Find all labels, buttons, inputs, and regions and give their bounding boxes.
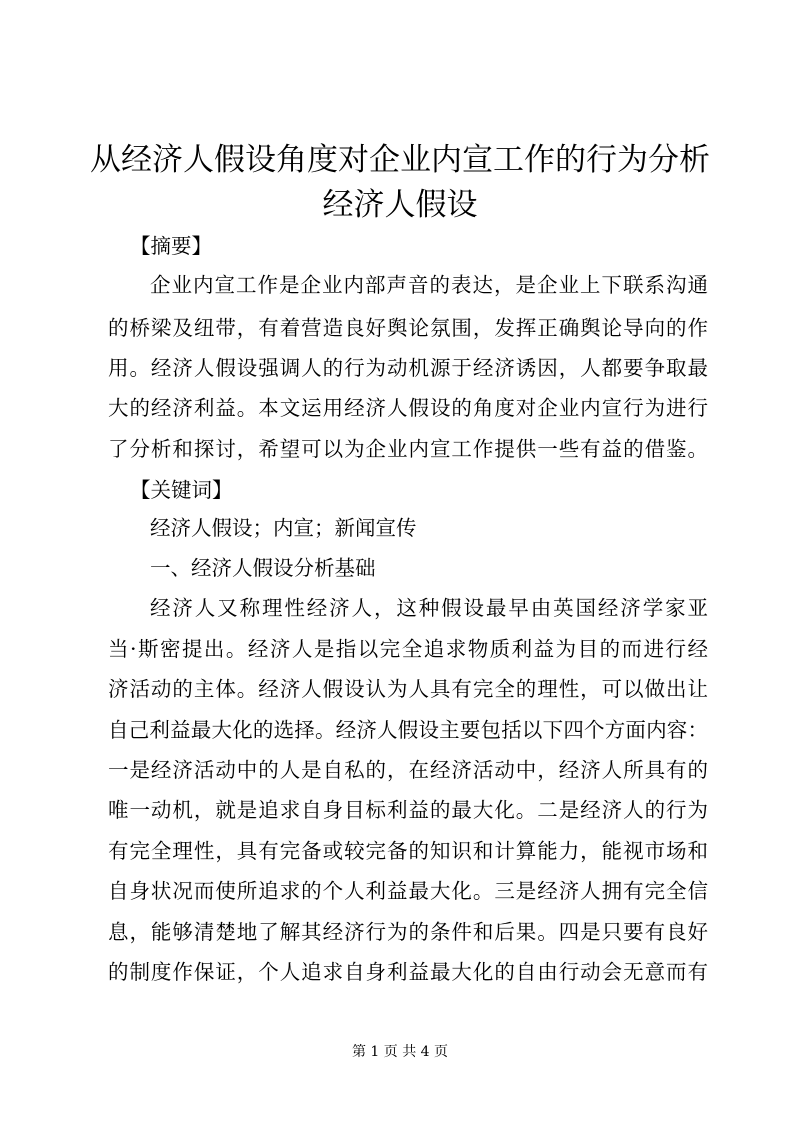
section-line: 济活动的主体。经济人假设认为人具有完全的理性，可以做出让 xyxy=(108,677,708,701)
section-line: 息，能够清楚地了解其经济行为的条件和后果。四是只要有良好 xyxy=(108,920,708,944)
abstract-line: 了分析和探讨，希望可以为企业内宣工作提供一些有益的借鉴。 xyxy=(108,437,708,461)
abstract-line: 用。经济人假设强调人的行为动机源于经济诱因，人都要争取最 xyxy=(108,356,708,380)
document-subtitle: 经济人假设 xyxy=(322,187,478,223)
document-title: 从经济人假设角度对企业内宣工作的行为分析 xyxy=(90,142,710,178)
section-line: 经济人又称理性经济人，这种假设最早由英国经济学家亚 xyxy=(150,596,708,620)
abstract-line: 企业内宣工作是企业内部声音的表达，是企业上下联系沟通 xyxy=(150,273,708,297)
section-line: 自己利益最大化的选择。经济人假设主要包括以下四个方面内容： xyxy=(108,718,708,742)
section-line: 唯一动机，就是追求自身目标利益的最大化。二是经济人的行为 xyxy=(108,798,708,822)
section-line: 当·斯密提出。经济人是指以完全追求物质利益为目的而进行经 xyxy=(108,637,708,661)
section-line: 的制度作保证，个人追求自身利益最大化的自由行动会无意而有 xyxy=(108,960,708,984)
keywords-heading: 【关键词】 xyxy=(130,478,233,502)
section-line: 自身状况而使所追求的个人利益最大化。三是经济人拥有完全信 xyxy=(108,879,708,903)
section-line: 有完全理性，具有完备或较完备的知识和计算能力，能视市场和 xyxy=(108,839,708,863)
keywords-text: 经济人假设；内宣；新闻宣传 xyxy=(150,516,417,540)
section-line: 一是经济活动中的人是自私的，在经济活动中，经济人所具有的 xyxy=(108,758,708,782)
abstract-heading: 【摘要】 xyxy=(130,234,212,258)
section-heading: 一、经济人假设分析基础 xyxy=(150,556,376,580)
abstract-line: 的桥梁及纽带，有着营造良好舆论氛围，发挥正确舆论导向的作 xyxy=(108,316,708,340)
page-footer: 第 1 页 共 4 页 xyxy=(351,1044,449,1060)
abstract-line: 大的经济利益。本文运用经济人假设的角度对企业内宣行为进行 xyxy=(108,396,708,420)
